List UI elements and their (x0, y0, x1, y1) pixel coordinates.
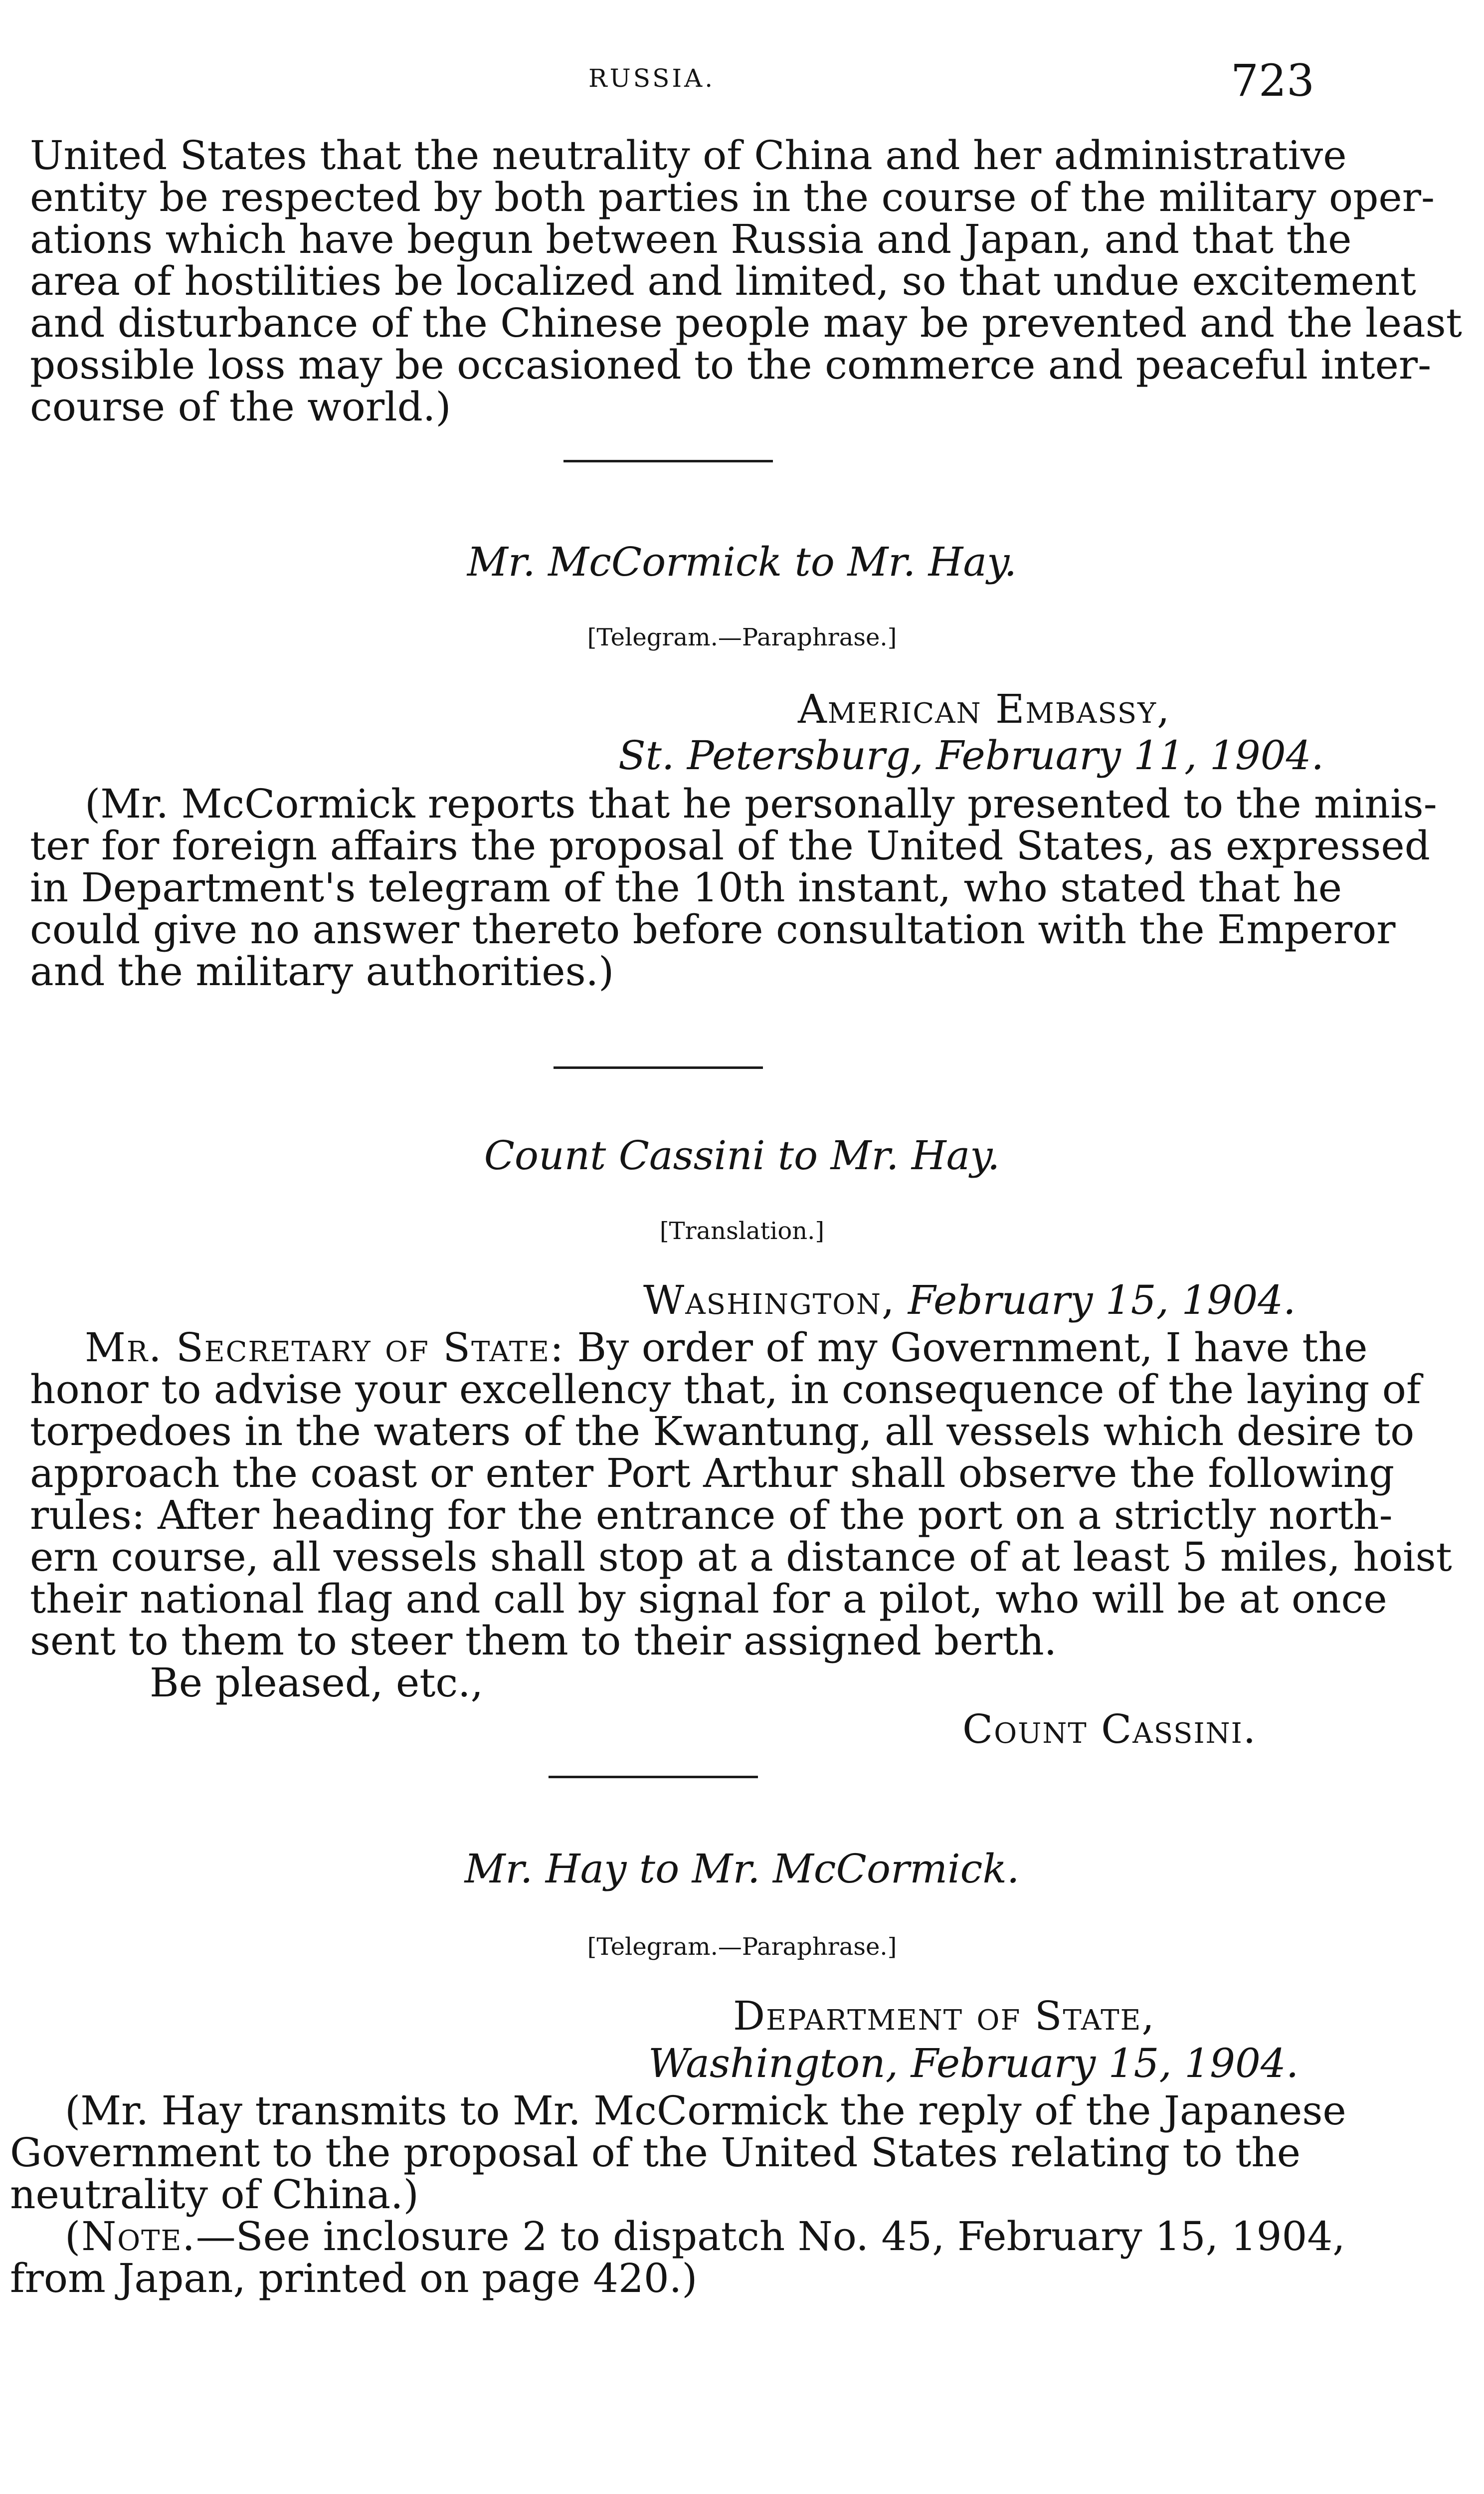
note-line (10, 2213, 1345, 2260)
translation-note: [Translation.] (659, 1217, 825, 1245)
place-washington: Washington, (643, 1277, 896, 1323)
section2-body (30, 1324, 1452, 1706)
text-line: honor to advise your excellency that, in consequence of the laying of (30, 1366, 1421, 1413)
text-line: in Department's telegram of the 10th instant, who stated that he (30, 864, 1342, 911)
text-line: (Mr. Hay transmits to Mr. McCormick the reply of the Japanese (65, 2087, 1346, 2134)
text-line: (Mr. McCormick reports that he personally presented to the minis- (85, 781, 1437, 827)
text-line: United States that the neutrality of China and her administrative (30, 132, 1347, 179)
text-line: sent to them to steer them to their assigned berth. (30, 1618, 1057, 1664)
section-heading-mccormick-to-hay: Mr. McCormick to Mr. Hay. (467, 539, 1017, 585)
text-line: could give no answer thereto before consultation with the Emperor (30, 906, 1396, 953)
place-american-embassy: American Embassy, (798, 686, 1171, 732)
section-heading-cassini-to-hay: Count Cassini to Mr. Hay. (484, 1132, 1000, 1179)
text-line: neutrality of China.) (10, 2171, 419, 2218)
intro-paragraph (30, 132, 1462, 430)
telegram-note: [Telegram.—Paraphrase.] (587, 1933, 897, 1961)
text-line: entity be respected by both parties in the course of the military oper- (30, 174, 1435, 220)
text-line: and disturbance of the Chinese people may be prevented and the least (30, 300, 1462, 346)
telegram-note: [Telegram.—Paraphrase.] (587, 624, 897, 651)
section-divider (563, 460, 773, 462)
section1-body (30, 781, 1437, 995)
section3-body (10, 2087, 1346, 2301)
note-label: (Note. (65, 2213, 196, 2260)
text-line: approach the coast or enter Port Arthur shall observe the following (30, 1450, 1395, 1496)
text-line: rules: After heading for the entrance of the port on a strictly north- (30, 1492, 1393, 1538)
text-line: ations which have begun between Russia and Japan, and that the (30, 216, 1352, 262)
text-line: possible loss may be occasioned to the commerce and peaceful inter- (30, 342, 1432, 388)
place-date-line: St. Petersburg, February 11, 1904. (618, 732, 1324, 779)
place-date-line: Washington, February 15, 1904. (648, 2040, 1299, 2086)
text-line: from Japan, printed on page 420.) (10, 2255, 698, 2301)
signature: Count Cassini. (962, 1706, 1257, 1752)
running-head: RUSSIA. (588, 64, 716, 93)
text-line: torpedoes in the waters of the Kwantung, all vessels which desire to (30, 1408, 1415, 1455)
page-header (0, 55, 1484, 115)
text-line: their national flag and call by signal for a pilot, who will be at once (30, 1576, 1387, 1622)
closing-line: Be pleased, etc., (150, 1660, 484, 1706)
text-line: ern course, all vessels shall stop at a distance of at least 5 miles, hoist (30, 1534, 1452, 1580)
section-heading-hay-to-mccormick: Mr. Hay to Mr. McCormick. (464, 1846, 1020, 1892)
text-line: and the military authorities.) (30, 948, 614, 995)
section-divider (554, 1066, 763, 1069)
letter-date: February 15, 1904. (908, 1277, 1296, 1323)
salutation: Mr. Secretary of State: (85, 1324, 564, 1371)
text-line: area of hostilities be localized and limited, so that undue excitement (30, 258, 1416, 304)
section-divider (549, 1776, 758, 1778)
place-date-line (643, 1277, 1296, 1323)
text-line: course of the world.) (30, 384, 451, 430)
text-line: ter for foreign affairs the proposal of the United States, as expressed (30, 823, 1430, 869)
place-department-of-state: Department of State, (733, 1993, 1155, 2039)
text-line (30, 1324, 1368, 1371)
page-number: 723 (1231, 55, 1314, 106)
text-line: Government to the proposal of the United States relating to the (10, 2129, 1301, 2176)
body-first-line: By order of my Government, I have the (564, 1324, 1368, 1371)
note-text: —See inclosure 2 to dispatch No. 45, February 15, 1904, (195, 2213, 1345, 2260)
